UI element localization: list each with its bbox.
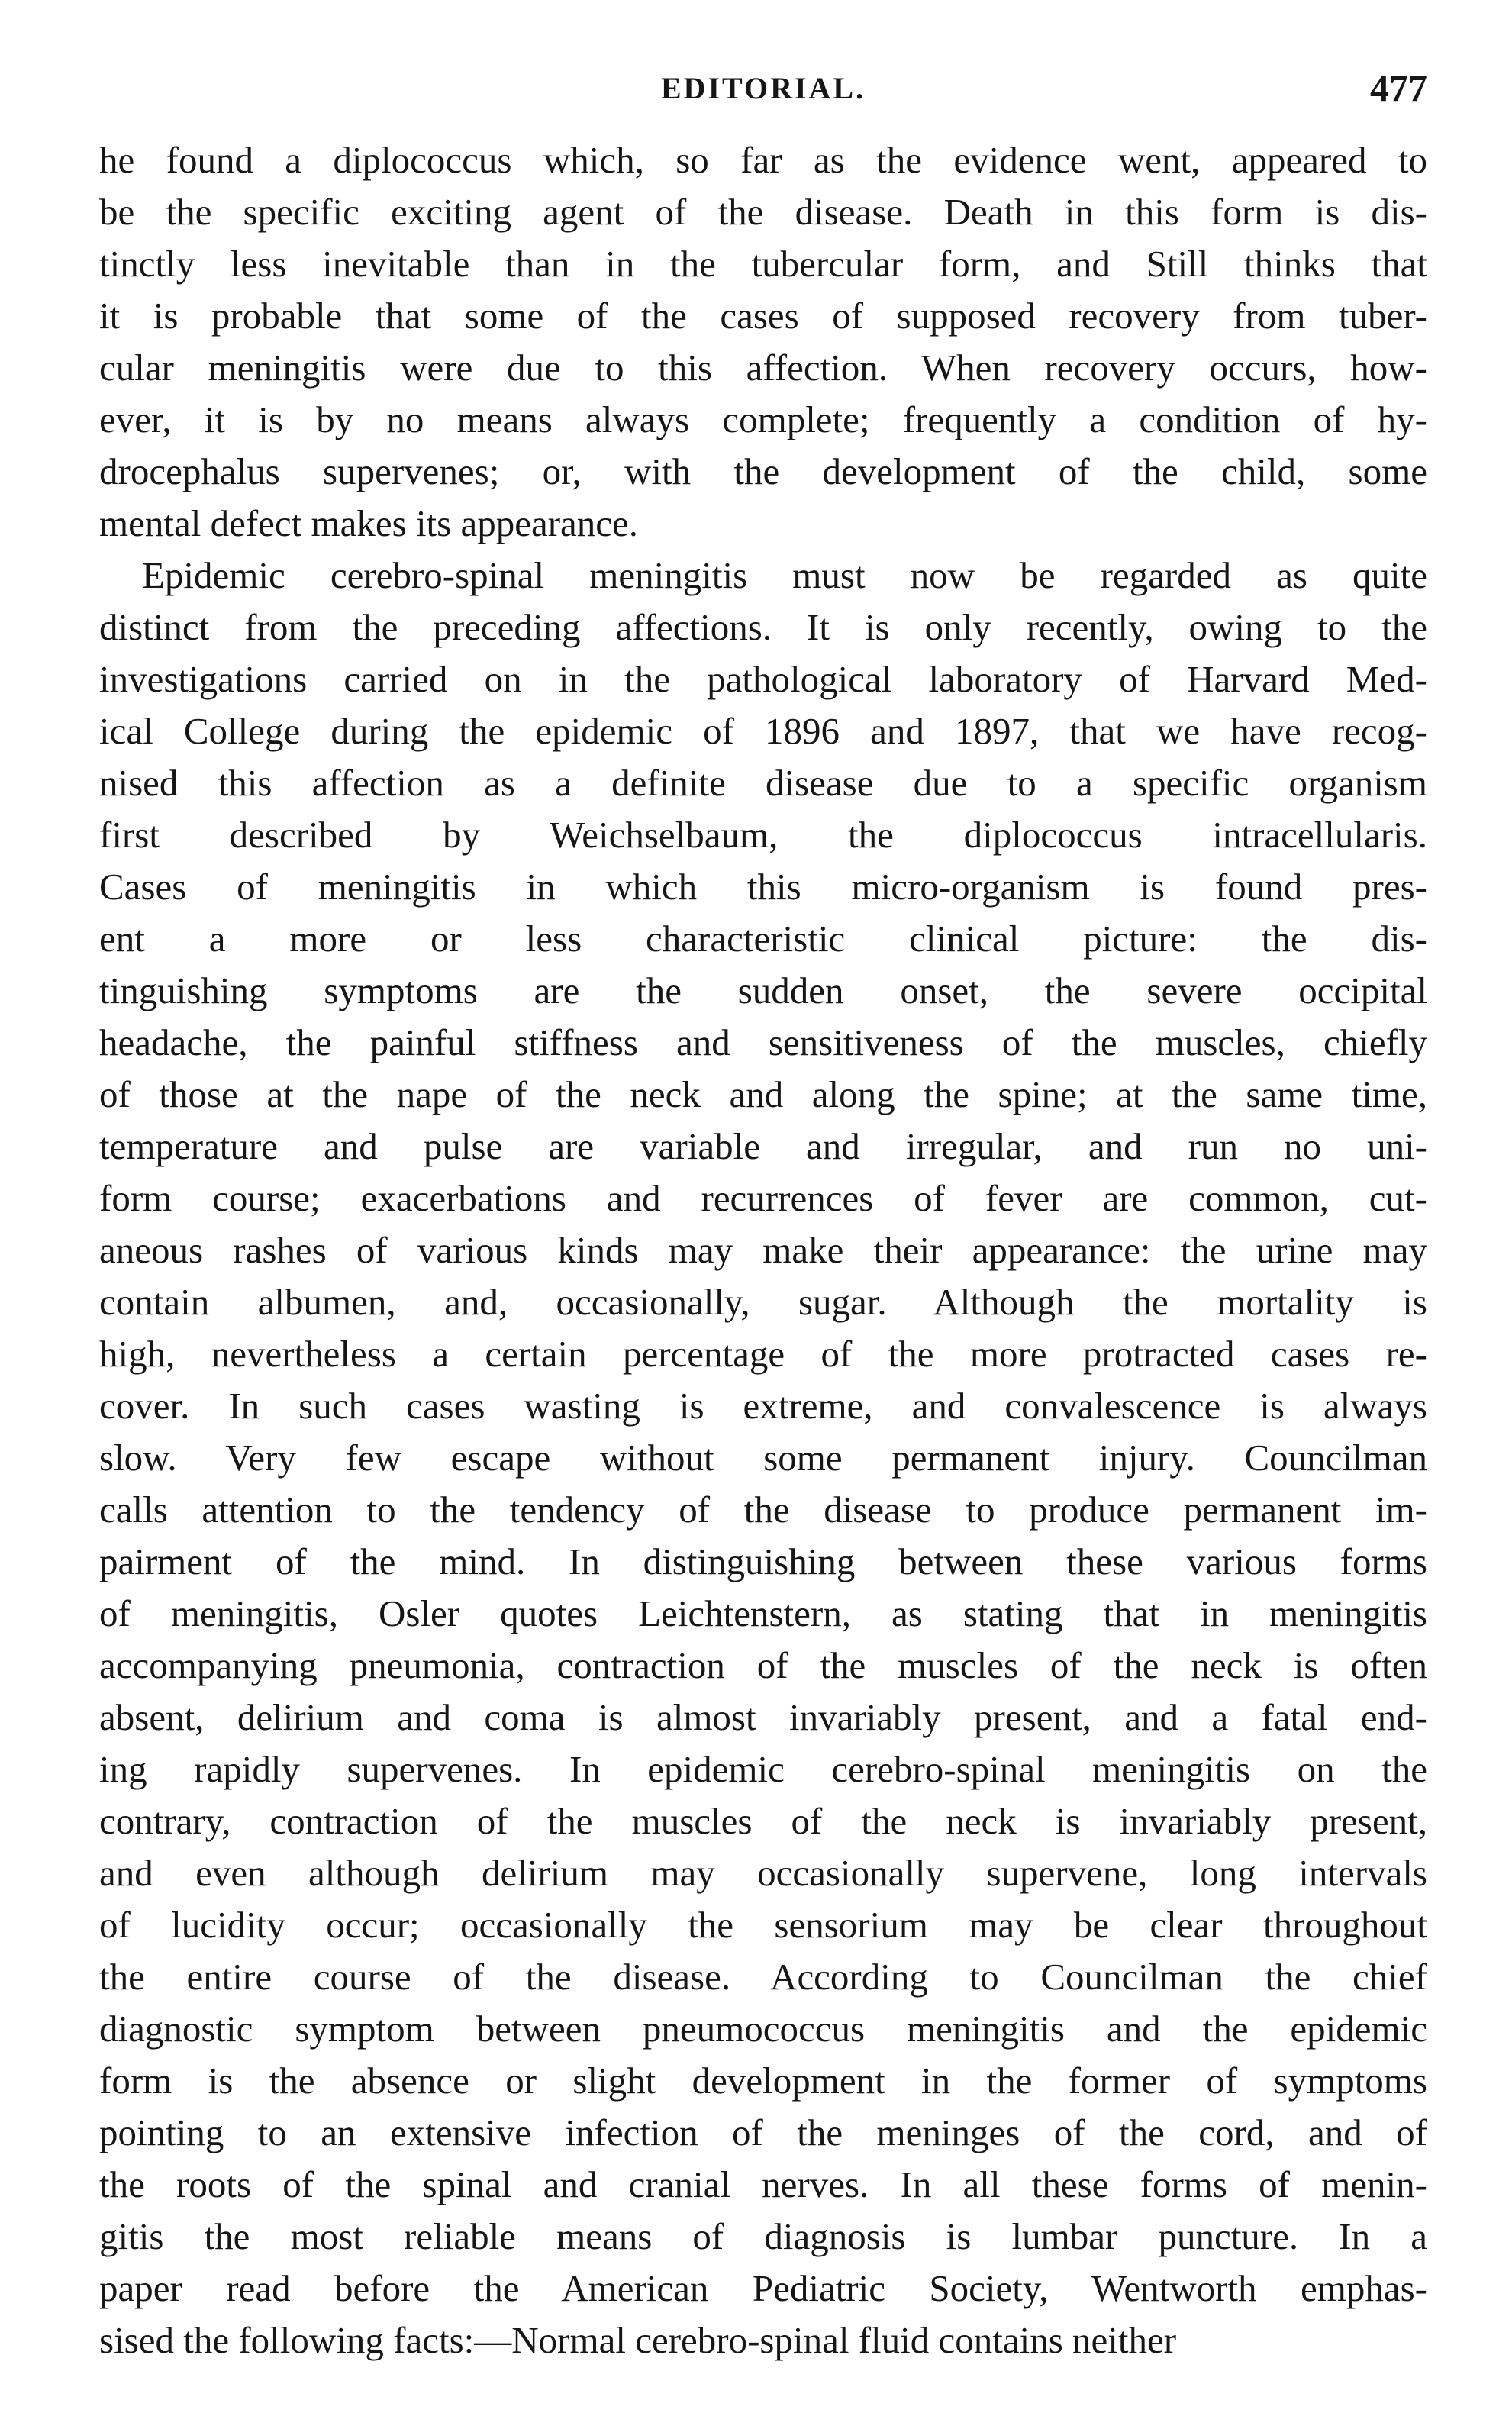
text-line: of lucidity occur; occasionally the sensorium may be clear throughout — [99, 1904, 1427, 1946]
text-line: contain albumen, and, occasionally, sugar. Although the mortality is — [99, 1281, 1427, 1323]
text-line: tinctly less inevitable than in the tubercular form, and Still thinks that — [99, 243, 1427, 285]
text-line: cular meningitis were due to this affection. When recovery occurs, how- — [99, 347, 1427, 389]
text-line: Epidemic cerebro-spinal meningitis must now be regarded as quite — [142, 554, 1427, 596]
paragraph — [99, 550, 1427, 2366]
text-line: drocephalus supervenes; or, with the development of the child, some — [99, 450, 1427, 492]
text-line: accompanying pneumonia, contraction of the muscles of the neck is often — [99, 1644, 1427, 1686]
text-line: calls attention to the tendency of the disease to produce permanent im- — [99, 1489, 1427, 1531]
paragraph — [99, 134, 1427, 550]
text-line: mental defect makes its appearance. — [99, 502, 639, 544]
text-line: ever, it is by no means always complete; frequently a condition of hy- — [99, 398, 1427, 440]
text-line: Cases of meningitis in which this micro-organism is found pres- — [99, 866, 1427, 908]
text-line: contrary, contraction of the muscles of the neck is invariably present, — [99, 1800, 1427, 1842]
text-line: aneous rashes of various kinds may make their appearance: the urine may — [99, 1229, 1427, 1271]
text-line: be the specific exciting agent of the disease. Death in this form is dis- — [99, 191, 1427, 233]
text-line: nised this affection as a definite disease due to a specific organism — [99, 762, 1427, 804]
text-line: tinguishing symptoms are the sudden onset, the severe occipital — [99, 969, 1427, 1011]
text-line: cover. In such cases wasting is extreme, and convalescence is always — [99, 1385, 1427, 1427]
text-line: diagnostic symptom between pneumococcus meningitis and the epidemic — [99, 2008, 1427, 2050]
text-line: the entire course of the disease. According to Councilman the chief — [99, 1956, 1427, 1998]
text-line: headache, the painful stiffness and sensitiveness of the muscles, chiefly — [99, 1021, 1427, 1063]
text-line: ical College during the epidemic of 1896 and 1897, that we have recog- — [99, 710, 1427, 752]
text-line: of meningitis, Osler quotes Leichtenstern, as stating that in meningitis — [99, 1592, 1427, 1634]
text-line: absent, delirium and coma is almost invariably present, and a fatal end- — [99, 1696, 1427, 1738]
text-line: and even although delirium may occasionally supervene, long intervals — [99, 1852, 1427, 1894]
text-line: investigations carried on in the pathological laboratory of Harvard Med- — [99, 658, 1427, 700]
text-line: of those at the nape of the neck and along the spine; at the same time, — [99, 1073, 1427, 1115]
text-line: sised the following facts:—Normal cerebro-spinal fluid contains neither — [99, 2319, 1177, 2361]
text-line: form course; exacerbations and recurrences of fever are common, cut- — [99, 1177, 1427, 1219]
text-line: gitis the most reliable means of diagnosis is lumbar puncture. In a — [99, 2215, 1427, 2257]
page-number: 477 — [1370, 66, 1427, 109]
text-line: paper read before the American Pediatric Society, Wentworth emphas- — [99, 2267, 1427, 2309]
text-line: pointing to an extensive infection of the meninges of the cord, and of — [99, 2111, 1427, 2153]
body-text — [99, 134, 1427, 2366]
running-header — [99, 66, 1427, 124]
text-line: form is the absence or slight development in the former of symptoms — [99, 2060, 1427, 2102]
text-line: ent a more or less characteristic clinical picture: the dis- — [99, 918, 1427, 960]
text-line: he found a diplococcus which, so far as the evidence went, appeared to — [99, 139, 1427, 181]
text-line: ing rapidly supervenes. In epidemic cerebro-spinal meningitis on the — [99, 1748, 1427, 1790]
text-line: high, nevertheless a certain percentage of the more protracted cases re- — [99, 1333, 1427, 1375]
text-line: it is probable that some of the cases of supposed recovery from tuber- — [99, 295, 1427, 337]
text-line: slow. Very few escape without some permanent injury. Councilman — [99, 1437, 1427, 1479]
text-line: distinct from the preceding affections. It is only recently, owing to the — [99, 606, 1427, 648]
text-line: first described by Weichselbaum, the diplococcus intracellularis. — [99, 814, 1427, 856]
text-line: temperature and pulse are variable and irregular, and run no uni- — [99, 1125, 1427, 1167]
text-line: the roots of the spinal and cranial nerves. In all these forms of menin- — [99, 2163, 1427, 2205]
text-line: pairment of the mind. In distinguishing between these various forms — [99, 1540, 1427, 1582]
running-head-title: EDITORIAL. — [660, 71, 866, 105]
